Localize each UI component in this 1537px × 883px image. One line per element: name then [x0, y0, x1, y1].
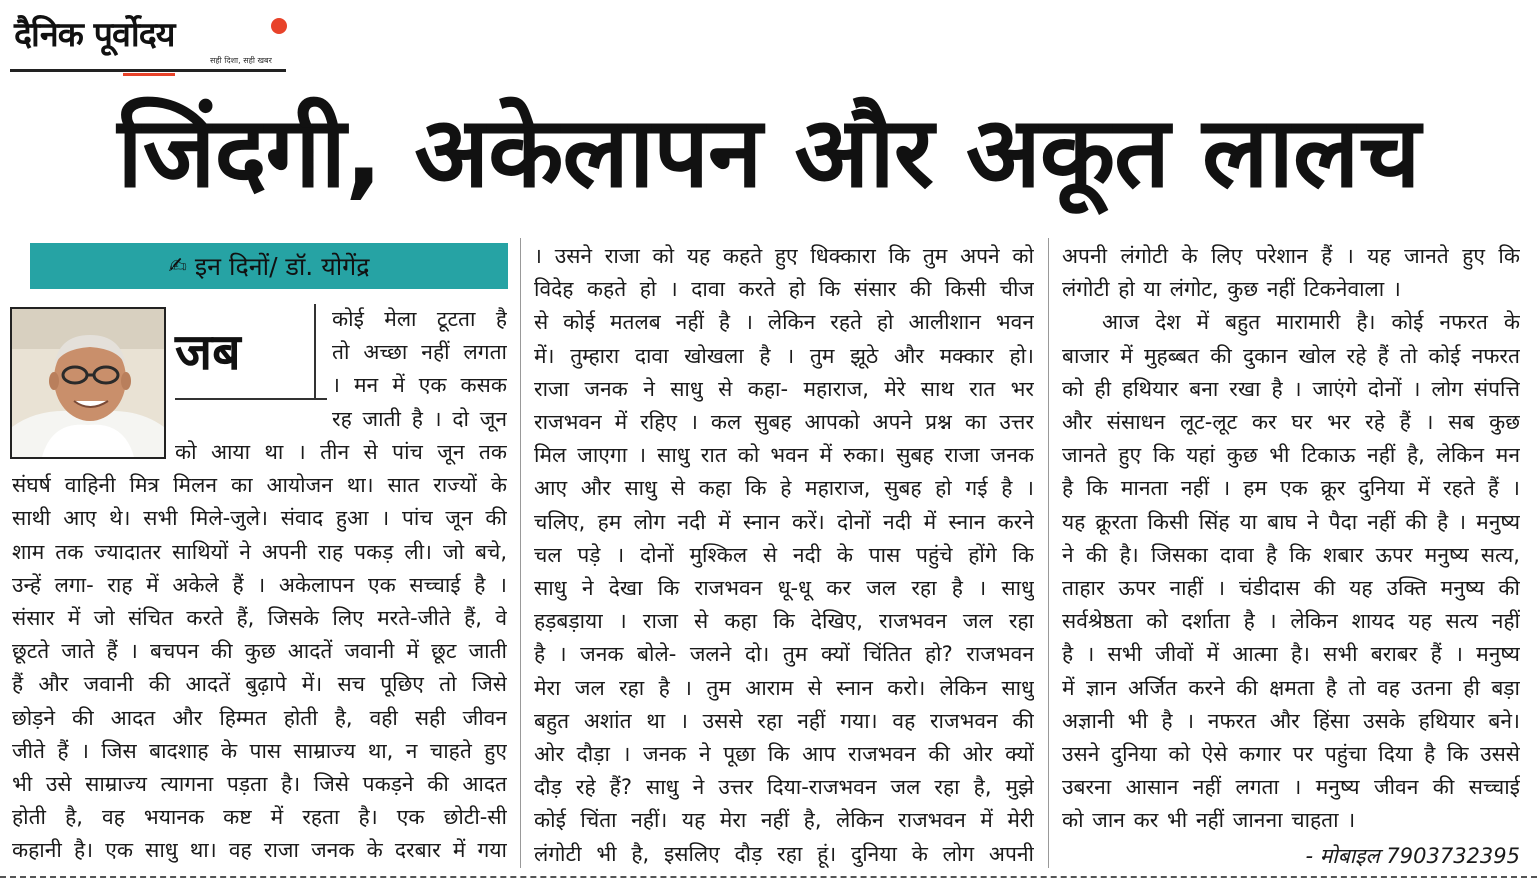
- text-line: कोई चिंता नहीं। यह मेरा नहीं है, लेकिन राजभवन में मेरी: [534, 808, 1034, 833]
- text-line: विदेह कहते हो । दावा करते हो कि संसार की किसी चीज: [534, 277, 1034, 302]
- text-line: है कि मानता नहीं । हम एक क्रूर दुनिया में रहते हैं ।: [1062, 476, 1520, 501]
- text-line: लंगोटी हो या लंगोट, कुछ नहीं टिकनेवाला ।: [1062, 277, 1401, 302]
- text-line: संघर्ष वाहिनी मित्र मिलन का आयोजन था। सात राज्यों के: [12, 473, 507, 498]
- article-column-1: [12, 436, 507, 868]
- text-line: चल पड़े । दोनों मुश्किल से नदी के पास पहुंचे होंगे कि: [534, 542, 1034, 567]
- text-line: है । सभी जीवों में आत्मा है। सभी बराबर हैं । मनुष्य: [1062, 642, 1520, 667]
- text-line: ओर दौड़ा । जनक ने पूछा कि आप राजभवन की ओर क्यों: [534, 742, 1034, 767]
- dropcap-horizontal-rule: [175, 398, 327, 400]
- bottom-cut-line: [0, 876, 1537, 878]
- text-line: उबरना आसान नहीं लगता । मनुष्य जीवन की सच्चाई: [1062, 775, 1520, 800]
- text-line: बहुत अशांत था । उससे रहा नहीं गया। वह राजभवन की: [534, 708, 1034, 733]
- author-contact: - मोबाइल 7903732395: [1305, 844, 1520, 868]
- text-line: रह जाती है । दो जून: [332, 406, 507, 431]
- text-line: मेरा जल रहा है । तुम आराम से स्नान करो। लेकिन साधु: [534, 675, 1034, 700]
- text-line: जानते हुए कि यहां कुछ भी टिकाऊ नहीं है, लेकिन मन: [1062, 443, 1520, 468]
- text-line: उन्हें लगा- राह में अकेले हैं । अकेलापन एक सच्चाई है ।: [12, 572, 507, 597]
- text-line: कोई मेला टूटता है: [332, 307, 507, 331]
- text-line: को ही हथियार बना रखा है । जाएंगे दोनों । लोग संपत्ति: [1062, 376, 1520, 401]
- text-line: है । जनक बोले- जलने दो। तुम क्यों चिंतित हो? राजभवन: [534, 642, 1034, 667]
- author-portrait-icon: [12, 309, 164, 457]
- text-line: राजा जनक ने साधु से कहा- महाराज, मेरे साथ रात भर: [534, 376, 1034, 401]
- text-line: । मन में एक कसक: [332, 373, 507, 398]
- masthead: [10, 8, 286, 72]
- article-column-2: [534, 240, 1034, 871]
- text-line: को जान कर भी नहीं जानना चाहता ।: [1062, 808, 1356, 833]
- text-line: लंगोटी भी है, इसलिए दौड़ रहा हूं। दुनिया के लोग अपनी: [534, 841, 1034, 866]
- text-line: जीते हैं । जिस बादशाह के पास साम्राज्य था, न चाहते हुए: [12, 738, 507, 763]
- text-line: कहानी है। एक साधु था। वह राजा जनक के दरबार में गया: [12, 838, 507, 863]
- text-line: होती है, वह भयानक कष्ट में रहता है। एक छोटी-सी: [12, 805, 507, 830]
- text-line: चलिए, हम लोग नदी में स्नान करें। दोनों नदी में स्नान करने: [534, 509, 1034, 534]
- text-line: तो अच्छा नहीं लगता: [332, 340, 507, 365]
- text-line: छूटते जाते हैं । बचपन की कुछ आदतें जवानी में छूट जाती: [12, 639, 507, 664]
- column-divider: [520, 238, 521, 868]
- text-line: ताहार ऊपर नाहीं । चंडीदास की यह उक्ति मनुष्य की: [1062, 576, 1520, 601]
- text-line: साथी आए थे। सभी मिले-जुले। संवाद हुआ । पांच जून की: [12, 506, 507, 531]
- text-line: संसार में जो संचित करते हैं, जिसके लिए मरते-जीते हैं, वे: [12, 606, 507, 631]
- text-line: सर्वश्रेष्ठता को दर्शाता है । लेकिन शायद यह सत्य नहीं: [1062, 609, 1520, 634]
- text-line: दौड़ रहे हैं? साधु ने उत्तर दिया-राजभवन जल रहा है, मुझे: [534, 775, 1034, 800]
- text-line: शाम तक ज्यादातर साथियों ने अपनी राह पकड़ ली। जो बचे,: [12, 539, 507, 564]
- intro-text: [332, 303, 507, 436]
- text-line: अज्ञानी भी है । नफरत और हिंसा उसके हथियार बने।: [1062, 708, 1520, 733]
- text-line: को आया था । तीन से पांच जून तक: [175, 440, 507, 464]
- text-line: और संसाधन लूट-लूट कर घर भर रहे हैं । सब कुछ: [1062, 410, 1520, 435]
- text-line: ने की है। जिसका दावा है कि शबार ऊपर मनुष्य सत्य,: [1062, 542, 1520, 567]
- text-line: हड़बड़ाया । राजा से कहा कि देखिए, राजभवन जल रहा: [534, 609, 1034, 634]
- text-line: आए और साधु से कहा कि हे महाराज, सुबह हो गई है ।: [534, 476, 1034, 501]
- column-divider: [1048, 238, 1049, 868]
- text-line: । उसने राजा को यह कहते हुए धिक्कारा कि तुम अपने को: [534, 244, 1034, 268]
- masthead-title: दैनिक पूर्वोदय: [14, 15, 175, 55]
- text-line: अपनी लंगोटी के लिए परेशान हैं । यह जानते हुए कि: [1062, 244, 1520, 268]
- text-line: भी उसे साम्राज्य त्यागना पड़ता है। जिसे पकड़ने की आदत: [12, 772, 507, 797]
- text-line: से कोई मतलब नहीं है । लेकिन रहते हो आलीशान भवन: [534, 310, 1034, 335]
- text-line: आज देश में बहुत मारामारी है। कोई नफरत के: [1102, 310, 1520, 335]
- masthead-accent-strip: [123, 73, 175, 76]
- byline-banner: [30, 243, 508, 289]
- text-line: मिल जाएगा । साधु रात को भवन में रुका। सुबह राजा जनक: [534, 443, 1034, 468]
- dropcap-vertical-rule: [314, 304, 316, 400]
- text-line: उसने दुनिया को ऐसे कगार पर पहुंचा दिया है कि उससे: [1062, 742, 1520, 767]
- text-line: यह क्रूरता किसी सिंह या बाघ ने पैदा नहीं की है । मनुष्य: [1062, 509, 1520, 534]
- masthead-tagline: सही दिशा, सही खबर: [210, 56, 272, 65]
- drop-cap: जब: [175, 323, 241, 381]
- pen-icon: ✍: [168, 253, 187, 279]
- byline-text: इन दिनों/ डॉ. योगेंद्र: [194, 252, 370, 281]
- text-line: हैं और जवानी की आदतें बुढ़ापे में। सच पूछिए तो जिसे: [12, 672, 507, 697]
- text-line: में। तुम्हारा दावा खोखला है । तुम झूठे और मक्कार हो।: [534, 343, 1034, 368]
- text-line: राजभवन में रहिए । कल सुबह आपको अपने प्रश्न का उत्तर: [534, 410, 1034, 435]
- text-line: में ज्ञान अर्जित करने की क्षमता है तो वह उतना ही बड़ा: [1062, 675, 1520, 700]
- text-line: बाजार में मुहब्बत की दुकान खोल रहे हैं तो कोई नफरत: [1062, 343, 1520, 368]
- masthead-rule: [10, 69, 286, 72]
- headline: जिंदगी, अकेलापन और अकूत लालच: [117, 96, 1420, 210]
- text-line: छोड़ने की आदत और हिम्मत होती है, वही सही जीवन: [12, 705, 507, 730]
- text-line: साधु ने देखा कि राजभवन धू-धू कर जल रहा है । साधु: [534, 576, 1034, 601]
- article-column-3: [1062, 240, 1520, 838]
- masthead-logo-dot: [271, 18, 287, 34]
